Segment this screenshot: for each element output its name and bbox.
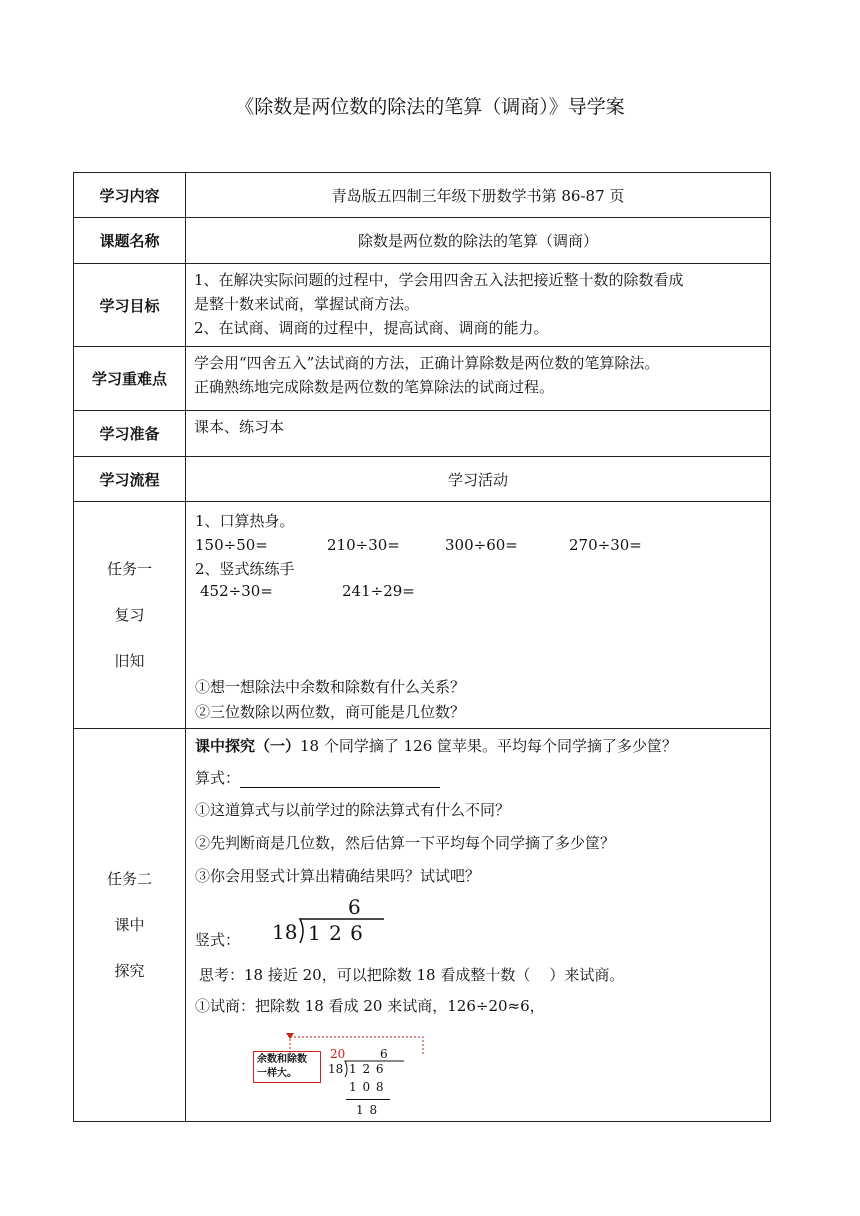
op-4: 270÷30=	[569, 536, 642, 554]
ld1-dividend: 1 2 6	[308, 921, 364, 945]
task2-question-1: ①这道算式与以前学过的除法算式有什么不同？	[195, 801, 511, 819]
label-task2	[74, 729, 186, 1122]
explore-text: 18 个同学摘了 126 筐苹果。平均每个同学摘了多少筐？	[300, 737, 678, 755]
ld2-divisor: 18	[328, 1062, 344, 1076]
row-task1	[74, 502, 771, 729]
goals-line-1: 1、在解决实际问题的过程中，学会用四舍五入法把接近整十数的除数看成	[194, 271, 684, 289]
formula-blank	[240, 773, 440, 788]
task1-label-2: 复习	[114, 606, 145, 624]
key-line-2: 正确熟练地完成除数是两位数的笔算除法的试商过程。	[194, 378, 555, 396]
row-task2	[74, 729, 771, 1122]
label-key: 学习重难点	[74, 347, 186, 411]
row-flow	[74, 457, 771, 502]
formula-label: 算式：	[195, 769, 241, 787]
label-task1	[74, 502, 186, 729]
task1-heading-1: 1、口算热身。	[195, 512, 295, 530]
task2-body	[186, 729, 771, 1122]
row-prep	[74, 411, 771, 457]
value-goals	[186, 264, 771, 347]
callout-line-2: 一样大。	[257, 1068, 297, 1079]
label-prep: 学习准备	[74, 411, 186, 457]
label-goals: 学习目标	[74, 264, 186, 347]
op-1: 150÷50=	[195, 536, 268, 554]
op-3: 300÷60=	[445, 536, 518, 554]
label-flow: 学习流程	[74, 457, 186, 502]
task2-label-3: 探究	[114, 962, 145, 980]
think-line: 思考：18 接近 20，可以把除数 18 看成整十数（ ）来试商。	[199, 966, 625, 984]
row-goals	[74, 264, 771, 347]
task1-heading-2: 2、竖式练练手	[195, 560, 295, 578]
goals-line-3: 2、在试商、调商的过程中，提高试商、调商的能力。	[194, 319, 549, 337]
task1-label-3: 旧知	[114, 652, 145, 670]
value-content: 青岛版五四制三年级下册数学书第 86-87 页	[186, 173, 771, 218]
ld2-dividend: 1 2 6	[349, 1062, 385, 1076]
value-topic: 除数是两位数的除法的笔算（调商）	[186, 218, 771, 264]
task2-question-2: ②先判断商是几位数，然后估算一下平均每个同学摘了多少筐？	[195, 834, 616, 852]
formula-line	[195, 767, 440, 788]
task1-ops-1	[195, 536, 765, 556]
task1-question-1: ①想一想除法中余数和除数有什么关系？	[195, 678, 466, 696]
task1-body	[186, 502, 771, 729]
callout-box	[253, 1051, 321, 1083]
explore-line	[195, 735, 677, 756]
label-topic: 课题名称	[74, 218, 186, 264]
ld1-quotient: 6	[348, 895, 361, 919]
ld2-rule	[346, 1099, 390, 1100]
ld2-remainder: 1 8	[356, 1103, 379, 1117]
ld2-quotient: 6	[380, 1047, 388, 1061]
explore-title: 课中探究（一）	[195, 737, 301, 755]
trial-line: ①试商：把除数 18 看成 20 来试商，126÷20≈6，	[195, 997, 545, 1015]
lesson-table	[73, 172, 771, 1122]
key-line-1: 学会用“四舍五入”法试商的方法，正确计算除数是两位数的笔算除法。	[194, 354, 660, 372]
label-content: 学习内容	[74, 173, 186, 218]
task1-ops-2	[200, 582, 760, 602]
goals-line-2: 是整十数来试商，掌握试商方法。	[194, 295, 420, 313]
op-2: 210÷30=	[327, 536, 400, 554]
value-prep: 课本、练习本	[186, 411, 771, 457]
value-flow: 学习活动	[186, 457, 771, 502]
value-key	[186, 347, 771, 411]
ld2-product: 1 0 8	[349, 1080, 385, 1094]
long-division-1	[272, 895, 382, 947]
row-key	[74, 347, 771, 411]
callout-line-1: 余数和除数	[257, 1054, 307, 1065]
task2-label-2: 课中	[114, 916, 145, 934]
op-6: 241÷29=	[342, 582, 415, 600]
ld2-estimate: 20	[330, 1047, 346, 1061]
task1-label-1: 任务一	[106, 560, 152, 578]
vertical-label: 竖式：	[195, 931, 241, 949]
row-content	[74, 173, 771, 218]
page-title: 《除数是两位数的除法的笔算（调商）》导学案	[235, 96, 625, 118]
row-topic	[74, 218, 771, 264]
long-division-2	[328, 1047, 408, 1123]
ld1-divisor: 18	[272, 920, 298, 944]
task2-question-3: ③你会用竖式计算出精确结果吗？试试吧？	[195, 867, 481, 885]
task1-question-2: ②三位数除以两位数，商可能是几位数？	[195, 703, 466, 721]
task2-label-1: 任务二	[106, 870, 152, 888]
op-5: 452÷30=	[200, 582, 273, 600]
